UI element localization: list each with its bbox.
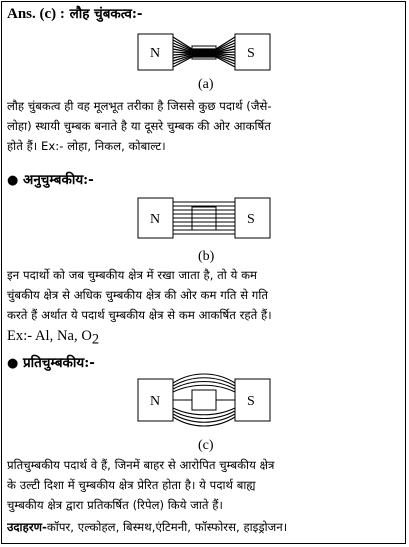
section-a-line-3: होते हैं। Ex:- लोहा, निकल, कोबाल्ट। [7, 139, 166, 153]
section-b-line-2: चुंबकीय क्षेत्र से अधिक चुम्बकीय क्षेत्र की ओर कम गति से गति [7, 288, 269, 302]
section-a-heading [7, 4, 401, 23]
figure-ferromagnetic [2, 24, 405, 96]
section-c-line-2: के उल्टी दिशा में चुम्बकीय क्षेत्र प्रेरित होता है। ये पदार्थ बाह्य [7, 478, 256, 492]
diamagnetic-diagram [2, 373, 405, 455]
field-lines [173, 37, 235, 67]
section-a-line-1: लौह चुंबकत्व ही वह मूलभूत तरीका है जिससे कुछ पदार्थ (जैसे- [7, 99, 272, 113]
section-a-line-2: लोहा) स्थायी चुम्बक बनाते है या दूसरे चुम्बक की ओर आकर्षित [7, 119, 271, 133]
bullet-icon: ● [7, 356, 19, 371]
example-prefix: Ex:- Al, Na, O [7, 328, 92, 344]
section-c-line-1: प्रतिचुम्बकीय पदार्थ वे हैं, जिनमें बाहर से आरोपित चुम्बकीय क्षेत्र [7, 458, 275, 472]
section-c-heading [7, 353, 401, 371]
section-b-line-1: इन पदार्थो को जब चुम्बकीय क्षेत्र में रखा जाता है, तो ये कम [7, 268, 258, 282]
north-pole-label: N [150, 46, 161, 61]
north-pole-label: N [150, 394, 161, 409]
south-pole-label: S [247, 46, 255, 61]
paramagnetic-diagram [2, 190, 405, 266]
ferromagnetic-diagram [2, 24, 405, 96]
figure-a-caption: (a) [198, 77, 214, 92]
example-text: कॉपर, एल्कोहल, बिस्मथ,एंटिमनी, फॉस्फोरस, हाइड्रोजन। [46, 520, 288, 534]
section-b-example [7, 328, 401, 348]
ferromagnetism-title: लौह चुंबकत्व:- [69, 6, 143, 22]
section-c-example [7, 520, 401, 535]
north-pole-label: N [150, 212, 161, 227]
example-subscript: 2 [91, 331, 100, 348]
figure-c-caption: (c) [198, 438, 214, 453]
section-b-line-3: करते हैं अर्थात ये पदार्थ चुम्बकीय क्षेत्र से कम आकर्षित रहते हैं। [7, 308, 272, 322]
paramagnetism-title: अनुचुम्बकीय:- [23, 172, 94, 188]
figure-b-caption: (b) [198, 249, 215, 264]
document-page [1, 1, 406, 544]
example-label: उदाहरण- [7, 520, 47, 534]
bullet-icon: ● [7, 173, 19, 188]
section-b-heading [7, 170, 401, 188]
south-pole-label: S [247, 212, 255, 227]
answer-label: Ans. (c) : [7, 6, 65, 22]
figure-diamagnetic [2, 373, 405, 455]
diamagnetism-title: प्रतिचुम्बकीय:- [23, 355, 95, 371]
section-c-line-3: चुम्बकीय क्षेत्र द्वारा प्रतिकर्षित (रिपेल) किये जाते हैं। [7, 498, 223, 512]
figure-paramagnetic [2, 190, 405, 266]
specimen-block [192, 390, 216, 410]
south-pole-label: S [247, 394, 255, 409]
